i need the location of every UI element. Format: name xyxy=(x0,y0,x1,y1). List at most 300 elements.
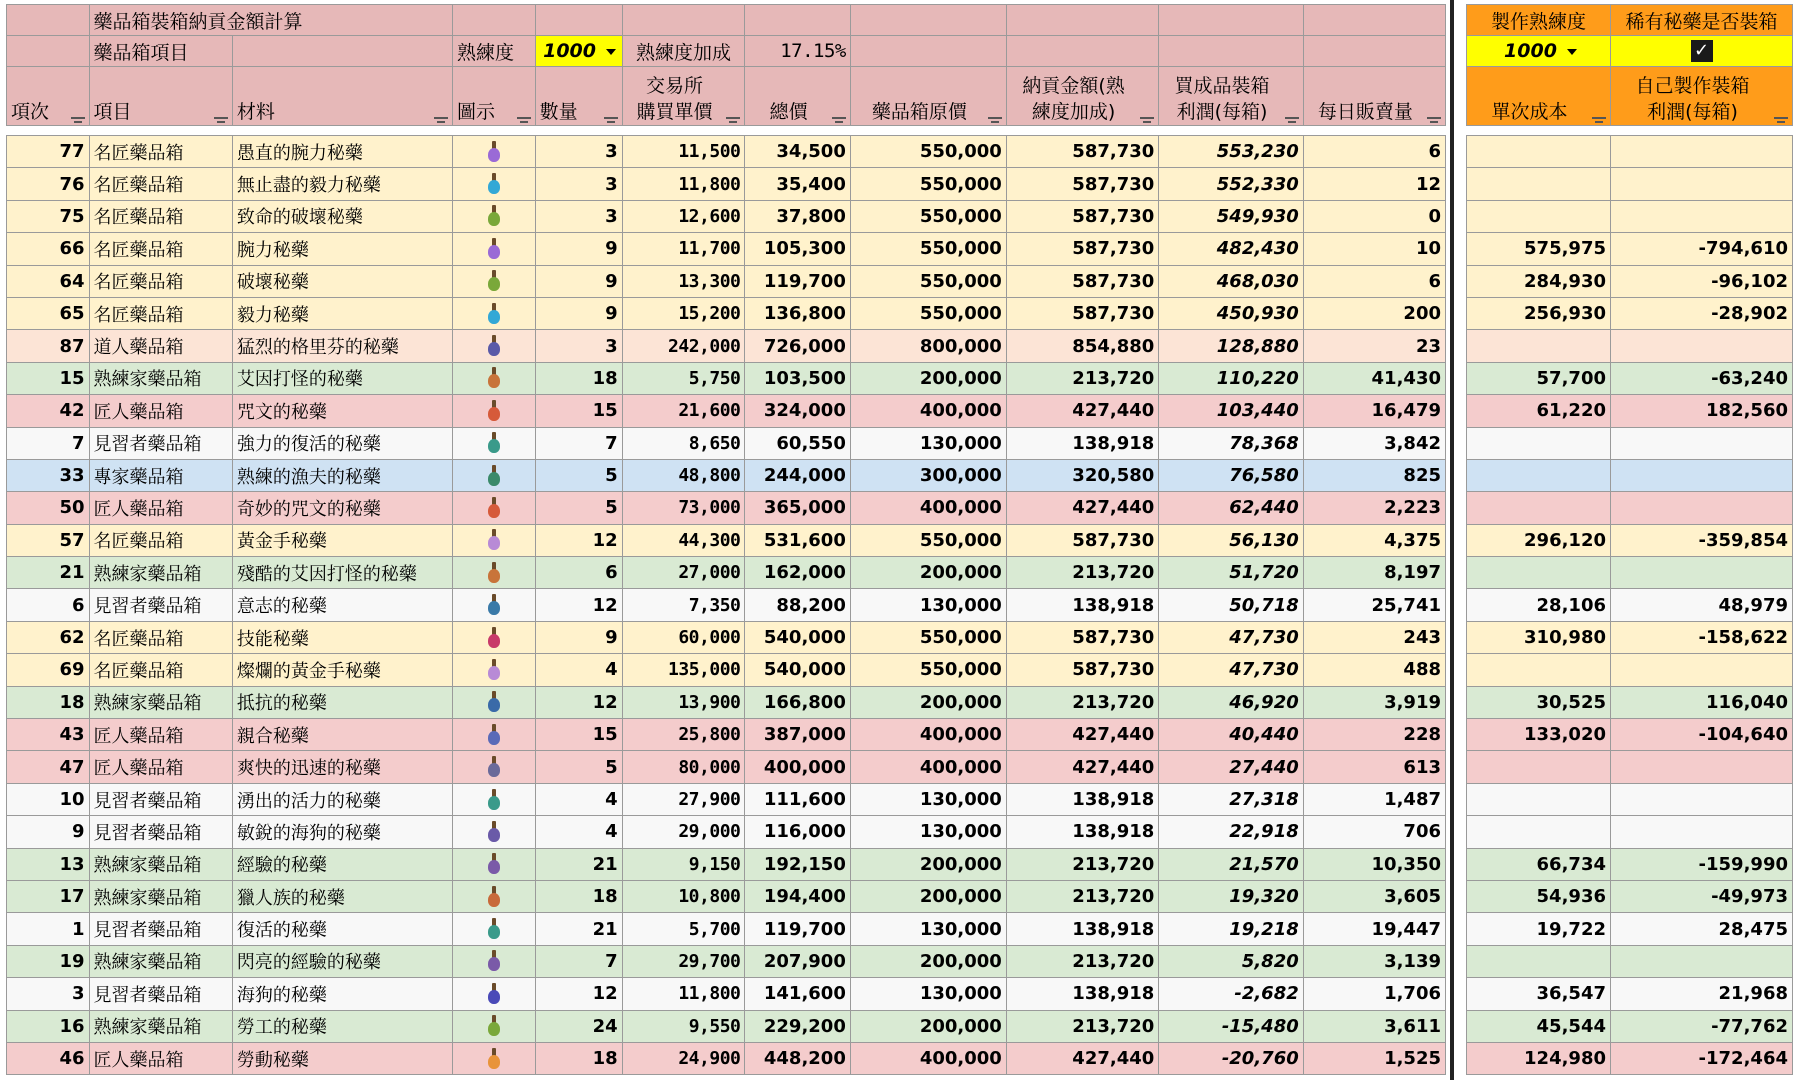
row-unit-price[interactable]: 24,900 xyxy=(622,1042,745,1074)
row-profit[interactable]: 21,570 xyxy=(1159,848,1303,880)
row-total[interactable]: 119,700 xyxy=(745,913,850,945)
row-self-profit[interactable]: -96,102 xyxy=(1611,265,1793,297)
rare-label[interactable]: 稀有秘藥是否裝箱 xyxy=(1611,5,1793,36)
row-total[interactable]: 105,300 xyxy=(745,233,850,265)
row-unit-price[interactable]: 80,000 xyxy=(622,751,745,783)
row-icon[interactable] xyxy=(453,654,536,686)
row-self-profit[interactable] xyxy=(1611,783,1793,815)
row-material[interactable]: 敏銳的海狗的秘藥 xyxy=(232,816,452,848)
row-tribute[interactable]: 320,580 xyxy=(1006,459,1158,491)
row-idx[interactable]: 46 xyxy=(7,1042,90,1074)
row-item[interactable]: 名匠藥品箱 xyxy=(89,654,232,686)
row-icon[interactable] xyxy=(453,816,536,848)
row-item[interactable]: 熟練家藥品箱 xyxy=(89,557,232,589)
row-icon[interactable] xyxy=(453,362,536,394)
row-total[interactable]: 540,000 xyxy=(745,621,850,653)
row-daily-sales[interactable]: 10 xyxy=(1303,233,1445,265)
row-box-price[interactable]: 550,000 xyxy=(850,654,1006,686)
row-icon[interactable] xyxy=(453,589,536,621)
row-daily-sales[interactable]: 2,223 xyxy=(1303,492,1445,524)
row-profit[interactable]: 78,368 xyxy=(1159,427,1303,459)
row-daily-sales[interactable]: 3,605 xyxy=(1303,880,1445,912)
row-material[interactable]: 熟練的漁夫的秘藥 xyxy=(232,459,452,491)
row-unit-cost[interactable] xyxy=(1467,200,1611,232)
row-item[interactable]: 熟練家藥品箱 xyxy=(89,848,232,880)
row-idx[interactable]: 17 xyxy=(7,880,90,912)
row-material[interactable]: 勞動秘藥 xyxy=(232,1042,452,1074)
row-item[interactable]: 熟練家藥品箱 xyxy=(89,362,232,394)
row-idx[interactable]: 65 xyxy=(7,297,90,329)
row-unit-cost[interactable] xyxy=(1467,945,1611,977)
row-daily-sales[interactable]: 706 xyxy=(1303,816,1445,848)
cell[interactable] xyxy=(453,5,536,36)
row-total[interactable]: 726,000 xyxy=(745,330,850,362)
row-tribute[interactable]: 138,918 xyxy=(1006,783,1158,815)
row-unit-price[interactable]: 5,700 xyxy=(622,913,745,945)
row-profit[interactable]: 103,440 xyxy=(1159,395,1303,427)
row-qty[interactable]: 5 xyxy=(535,492,622,524)
row-idx[interactable]: 76 xyxy=(7,168,90,200)
row-self-profit[interactable] xyxy=(1611,816,1793,848)
row-unit-price[interactable]: 11,800 xyxy=(622,168,745,200)
row-idx[interactable]: 1 xyxy=(7,913,90,945)
row-qty[interactable]: 9 xyxy=(535,621,622,653)
row-self-profit[interactable]: -49,973 xyxy=(1611,880,1793,912)
craft-skill-label[interactable]: 製作熟練度 xyxy=(1467,5,1611,36)
row-idx[interactable]: 6 xyxy=(7,589,90,621)
row-idx[interactable]: 18 xyxy=(7,686,90,718)
col-header-icon[interactable] xyxy=(453,67,536,126)
row-daily-sales[interactable]: 243 xyxy=(1303,621,1445,653)
row-unit-cost[interactable]: 124,980 xyxy=(1467,1042,1611,1074)
row-item[interactable]: 匠人藥品箱 xyxy=(89,1042,232,1074)
row-box-price[interactable]: 130,000 xyxy=(850,816,1006,848)
row-unit-price[interactable]: 11,800 xyxy=(622,978,745,1010)
filter-icon[interactable] xyxy=(71,117,85,125)
row-unit-price[interactable]: 12,600 xyxy=(622,200,745,232)
row-unit-price[interactable]: 29,700 xyxy=(622,945,745,977)
row-total[interactable]: 387,000 xyxy=(745,719,850,751)
row-unit-cost[interactable]: 57,700 xyxy=(1467,362,1611,394)
row-idx[interactable]: 50 xyxy=(7,492,90,524)
row-item[interactable]: 名匠藥品箱 xyxy=(89,200,232,232)
row-unit-price[interactable]: 29,000 xyxy=(622,816,745,848)
row-box-price[interactable]: 400,000 xyxy=(850,719,1006,751)
row-material[interactable]: 破壞秘藥 xyxy=(232,265,452,297)
row-tribute[interactable]: 427,440 xyxy=(1006,751,1158,783)
row-self-profit[interactable]: 48,979 xyxy=(1611,589,1793,621)
row-material[interactable]: 毅力秘藥 xyxy=(232,297,452,329)
row-box-price[interactable]: 800,000 xyxy=(850,330,1006,362)
row-daily-sales[interactable]: 613 xyxy=(1303,751,1445,783)
row-unit-price[interactable]: 44,300 xyxy=(622,524,745,556)
filter-icon[interactable] xyxy=(1774,117,1788,125)
row-item[interactable]: 熟練家藥品箱 xyxy=(89,945,232,977)
row-unit-cost[interactable]: 36,547 xyxy=(1467,978,1611,1010)
row-profit[interactable]: 19,320 xyxy=(1159,880,1303,912)
row-qty[interactable]: 5 xyxy=(535,459,622,491)
row-total[interactable]: 88,200 xyxy=(745,589,850,621)
row-self-profit[interactable] xyxy=(1611,136,1793,168)
row-item[interactable]: 匠人藥品箱 xyxy=(89,492,232,524)
row-tribute[interactable]: 427,440 xyxy=(1006,719,1158,751)
row-daily-sales[interactable]: 6 xyxy=(1303,265,1445,297)
col-header-profit[interactable] xyxy=(1159,67,1303,126)
row-box-price[interactable]: 130,000 xyxy=(850,978,1006,1010)
filter-icon[interactable] xyxy=(1427,117,1441,125)
row-material[interactable]: 奇妙的咒文的秘藥 xyxy=(232,492,452,524)
row-idx[interactable]: 10 xyxy=(7,783,90,815)
row-unit-price[interactable]: 7,350 xyxy=(622,589,745,621)
row-profit[interactable]: 128,880 xyxy=(1159,330,1303,362)
row-idx[interactable]: 21 xyxy=(7,557,90,589)
row-item[interactable]: 匠人藥品箱 xyxy=(89,719,232,751)
row-idx[interactable]: 87 xyxy=(7,330,90,362)
row-box-price[interactable]: 130,000 xyxy=(850,589,1006,621)
row-total[interactable]: 324,000 xyxy=(745,395,850,427)
row-unit-price[interactable]: 21,600 xyxy=(622,395,745,427)
filter-icon[interactable] xyxy=(1592,117,1606,125)
row-icon[interactable] xyxy=(453,783,536,815)
row-qty[interactable]: 9 xyxy=(535,297,622,329)
row-total[interactable]: 192,150 xyxy=(745,848,850,880)
row-daily-sales[interactable]: 1,525 xyxy=(1303,1042,1445,1074)
row-material[interactable]: 黃金手秘藥 xyxy=(232,524,452,556)
row-daily-sales[interactable]: 228 xyxy=(1303,719,1445,751)
row-self-profit[interactable]: -794,610 xyxy=(1611,233,1793,265)
row-profit[interactable]: 27,318 xyxy=(1159,783,1303,815)
row-idx[interactable]: 9 xyxy=(7,816,90,848)
row-item[interactable]: 道人藥品箱 xyxy=(89,330,232,362)
row-box-price[interactable]: 200,000 xyxy=(850,880,1006,912)
row-daily-sales[interactable]: 3,611 xyxy=(1303,1010,1445,1042)
row-icon[interactable] xyxy=(453,978,536,1010)
row-material[interactable]: 愚直的腕力秘藥 xyxy=(232,136,452,168)
row-unit-price[interactable]: 11,700 xyxy=(622,233,745,265)
row-material[interactable]: 海狗的秘藥 xyxy=(232,978,452,1010)
row-unit-price[interactable]: 11,500 xyxy=(622,136,745,168)
row-box-price[interactable]: 550,000 xyxy=(850,621,1006,653)
row-idx[interactable]: 15 xyxy=(7,362,90,394)
row-material[interactable]: 抵抗的秘藥 xyxy=(232,686,452,718)
row-profit[interactable]: 40,440 xyxy=(1159,719,1303,751)
row-tribute[interactable]: 427,440 xyxy=(1006,492,1158,524)
row-icon[interactable] xyxy=(453,719,536,751)
row-idx[interactable]: 75 xyxy=(7,200,90,232)
row-self-profit[interactable] xyxy=(1611,751,1793,783)
row-tribute[interactable]: 213,720 xyxy=(1006,848,1158,880)
row-daily-sales[interactable]: 41,430 xyxy=(1303,362,1445,394)
row-unit-price[interactable]: 242,000 xyxy=(622,330,745,362)
row-tribute[interactable]: 854,880 xyxy=(1006,330,1158,362)
row-box-price[interactable]: 550,000 xyxy=(850,200,1006,232)
row-daily-sales[interactable]: 4,375 xyxy=(1303,524,1445,556)
row-qty[interactable]: 3 xyxy=(535,330,622,362)
row-unit-price[interactable]: 5,750 xyxy=(622,362,745,394)
row-unit-cost[interactable]: 575,975 xyxy=(1467,233,1611,265)
col-header-daily-sales[interactable] xyxy=(1303,67,1445,126)
row-idx[interactable]: 13 xyxy=(7,848,90,880)
row-box-price[interactable]: 550,000 xyxy=(850,168,1006,200)
row-self-profit[interactable] xyxy=(1611,330,1793,362)
row-item[interactable]: 名匠藥品箱 xyxy=(89,265,232,297)
row-profit[interactable]: -15,480 xyxy=(1159,1010,1303,1042)
cell[interactable] xyxy=(622,5,745,36)
row-unit-cost[interactable] xyxy=(1467,136,1611,168)
row-qty[interactable]: 18 xyxy=(535,1042,622,1074)
row-idx[interactable]: 7 xyxy=(7,427,90,459)
filter-icon[interactable] xyxy=(988,117,1002,125)
craft-skill-dropdown[interactable] xyxy=(1467,36,1611,67)
row-profit[interactable]: -20,760 xyxy=(1159,1042,1303,1074)
row-tribute[interactable]: 587,730 xyxy=(1006,621,1158,653)
filter-icon[interactable] xyxy=(517,117,531,125)
row-material[interactable]: 湧出的活力的秘藥 xyxy=(232,783,452,815)
row-item[interactable]: 熟練家藥品箱 xyxy=(89,686,232,718)
row-item[interactable]: 見習者藥品箱 xyxy=(89,427,232,459)
row-item[interactable]: 見習者藥品箱 xyxy=(89,783,232,815)
row-unit-price[interactable]: 27,000 xyxy=(622,557,745,589)
row-item[interactable]: 名匠藥品箱 xyxy=(89,233,232,265)
row-icon[interactable] xyxy=(453,524,536,556)
row-daily-sales[interactable]: 19,447 xyxy=(1303,913,1445,945)
row-self-profit[interactable]: -77,762 xyxy=(1611,1010,1793,1042)
row-total[interactable]: 207,900 xyxy=(745,945,850,977)
row-icon[interactable] xyxy=(453,1010,536,1042)
row-qty[interactable]: 24 xyxy=(535,1010,622,1042)
row-unit-cost[interactable] xyxy=(1467,168,1611,200)
row-icon[interactable] xyxy=(453,621,536,653)
row-total[interactable]: 194,400 xyxy=(745,880,850,912)
row-qty[interactable]: 18 xyxy=(535,362,622,394)
row-tribute[interactable]: 138,918 xyxy=(1006,913,1158,945)
cell[interactable] xyxy=(535,5,622,36)
row-tribute[interactable]: 587,730 xyxy=(1006,233,1158,265)
row-total[interactable]: 162,000 xyxy=(745,557,850,589)
row-icon[interactable] xyxy=(453,427,536,459)
row-unit-cost[interactable] xyxy=(1467,816,1611,848)
row-material[interactable]: 腕力秘藥 xyxy=(232,233,452,265)
col-header-total[interactable] xyxy=(745,67,850,126)
row-box-price[interactable]: 400,000 xyxy=(850,751,1006,783)
row-total[interactable]: 136,800 xyxy=(745,297,850,329)
row-tribute[interactable]: 138,918 xyxy=(1006,978,1158,1010)
row-unit-cost[interactable]: 133,020 xyxy=(1467,719,1611,751)
row-daily-sales[interactable]: 3,842 xyxy=(1303,427,1445,459)
row-item[interactable]: 名匠藥品箱 xyxy=(89,136,232,168)
row-profit[interactable]: 56,130 xyxy=(1159,524,1303,556)
row-unit-price[interactable]: 15,200 xyxy=(622,297,745,329)
row-daily-sales[interactable]: 488 xyxy=(1303,654,1445,686)
row-item[interactable]: 匠人藥品箱 xyxy=(89,751,232,783)
row-self-profit[interactable] xyxy=(1611,427,1793,459)
row-box-price[interactable]: 130,000 xyxy=(850,913,1006,945)
cell[interactable] xyxy=(7,5,90,36)
row-box-price[interactable]: 550,000 xyxy=(850,524,1006,556)
row-icon[interactable] xyxy=(453,330,536,362)
row-daily-sales[interactable]: 23 xyxy=(1303,330,1445,362)
row-total[interactable]: 166,800 xyxy=(745,686,850,718)
cell[interactable] xyxy=(850,5,1006,36)
row-self-profit[interactable]: -359,854 xyxy=(1611,524,1793,556)
row-daily-sales[interactable]: 200 xyxy=(1303,297,1445,329)
row-box-price[interactable]: 200,000 xyxy=(850,1010,1006,1042)
row-qty[interactable]: 4 xyxy=(535,783,622,815)
row-material[interactable]: 親合秘藥 xyxy=(232,719,452,751)
row-total[interactable]: 448,200 xyxy=(745,1042,850,1074)
row-total[interactable]: 531,600 xyxy=(745,524,850,556)
col-header-unit-cost[interactable] xyxy=(1467,67,1611,126)
row-tribute[interactable]: 213,720 xyxy=(1006,557,1158,589)
row-idx[interactable]: 69 xyxy=(7,654,90,686)
row-material[interactable]: 猛烈的格里芬的秘藥 xyxy=(232,330,452,362)
row-qty[interactable]: 3 xyxy=(535,200,622,232)
row-box-price[interactable]: 550,000 xyxy=(850,136,1006,168)
row-self-profit[interactable]: 21,968 xyxy=(1611,978,1793,1010)
row-daily-sales[interactable]: 3,139 xyxy=(1303,945,1445,977)
cell[interactable] xyxy=(1303,36,1445,67)
row-qty[interactable]: 7 xyxy=(535,945,622,977)
checkbox-checked-icon[interactable]: ✓ xyxy=(1691,40,1713,62)
row-self-profit[interactable]: 28,475 xyxy=(1611,913,1793,945)
skill-bonus-value[interactable]: 17.15% xyxy=(745,36,850,67)
row-unit-cost[interactable]: 30,525 xyxy=(1467,686,1611,718)
row-box-price[interactable]: 400,000 xyxy=(850,395,1006,427)
col-header-qty[interactable] xyxy=(535,67,622,126)
row-qty[interactable]: 9 xyxy=(535,233,622,265)
row-total[interactable]: 400,000 xyxy=(745,751,850,783)
cell[interactable] xyxy=(232,36,452,67)
row-qty[interactable]: 3 xyxy=(535,168,622,200)
row-tribute[interactable]: 427,440 xyxy=(1006,395,1158,427)
row-qty[interactable]: 12 xyxy=(535,524,622,556)
row-tribute[interactable]: 138,918 xyxy=(1006,589,1158,621)
row-daily-sales[interactable]: 10,350 xyxy=(1303,848,1445,880)
row-idx[interactable]: 16 xyxy=(7,1010,90,1042)
row-unit-price[interactable]: 25,800 xyxy=(622,719,745,751)
row-self-profit[interactable]: -104,640 xyxy=(1611,719,1793,751)
row-unit-price[interactable]: 9,550 xyxy=(622,1010,745,1042)
row-self-profit[interactable] xyxy=(1611,459,1793,491)
row-icon[interactable] xyxy=(453,459,536,491)
row-self-profit[interactable]: -158,622 xyxy=(1611,621,1793,653)
row-material[interactable]: 爽快的迅速的秘藥 xyxy=(232,751,452,783)
row-box-price[interactable]: 200,000 xyxy=(850,945,1006,977)
row-profit[interactable]: 27,440 xyxy=(1159,751,1303,783)
row-tribute[interactable]: 587,730 xyxy=(1006,200,1158,232)
row-tribute[interactable]: 587,730 xyxy=(1006,136,1158,168)
row-unit-cost[interactable]: 19,722 xyxy=(1467,913,1611,945)
row-material[interactable]: 獵人族的秘藥 xyxy=(232,880,452,912)
col-header-tribute[interactable] xyxy=(1006,67,1158,126)
row-material[interactable]: 燦爛的黃金手秘藥 xyxy=(232,654,452,686)
row-unit-cost[interactable]: 256,930 xyxy=(1467,297,1611,329)
filter-icon[interactable] xyxy=(1140,117,1154,125)
row-idx[interactable]: 62 xyxy=(7,621,90,653)
row-item[interactable]: 熟練家藥品箱 xyxy=(89,880,232,912)
row-item[interactable]: 名匠藥品箱 xyxy=(89,524,232,556)
row-profit[interactable]: 47,730 xyxy=(1159,654,1303,686)
row-unit-price[interactable]: 73,000 xyxy=(622,492,745,524)
row-unit-cost[interactable]: 28,106 xyxy=(1467,589,1611,621)
row-total[interactable]: 111,600 xyxy=(745,783,850,815)
col-header-idx[interactable] xyxy=(7,67,90,126)
row-profit[interactable]: 50,718 xyxy=(1159,589,1303,621)
row-material[interactable]: 技能秘藥 xyxy=(232,621,452,653)
row-self-profit[interactable] xyxy=(1611,654,1793,686)
row-icon[interactable] xyxy=(453,395,536,427)
sheet-title[interactable]: 藥品箱裝箱納貢金額計算 xyxy=(89,5,452,36)
row-idx[interactable]: 42 xyxy=(7,395,90,427)
row-icon[interactable] xyxy=(453,200,536,232)
row-icon[interactable] xyxy=(453,136,536,168)
filter-icon[interactable] xyxy=(832,117,846,125)
row-qty[interactable]: 15 xyxy=(535,395,622,427)
row-daily-sales[interactable]: 8,197 xyxy=(1303,557,1445,589)
row-qty[interactable]: 5 xyxy=(535,751,622,783)
row-idx[interactable]: 43 xyxy=(7,719,90,751)
item-label[interactable]: 藥品箱項目 xyxy=(89,36,232,67)
row-self-profit[interactable]: -159,990 xyxy=(1611,848,1793,880)
row-profit[interactable]: 450,930 xyxy=(1159,297,1303,329)
row-self-profit[interactable]: 182,560 xyxy=(1611,395,1793,427)
row-tribute[interactable]: 427,440 xyxy=(1006,1042,1158,1074)
row-tribute[interactable]: 213,720 xyxy=(1006,362,1158,394)
row-unit-price[interactable]: 135,000 xyxy=(622,654,745,686)
row-material[interactable]: 閃亮的經驗的秘藥 xyxy=(232,945,452,977)
row-icon[interactable] xyxy=(453,751,536,783)
row-daily-sales[interactable]: 16,479 xyxy=(1303,395,1445,427)
row-daily-sales[interactable]: 12 xyxy=(1303,168,1445,200)
row-icon[interactable] xyxy=(453,880,536,912)
row-total[interactable]: 244,000 xyxy=(745,459,850,491)
row-unit-cost[interactable] xyxy=(1467,492,1611,524)
row-total[interactable]: 119,700 xyxy=(745,265,850,297)
row-item[interactable]: 熟練家藥品箱 xyxy=(89,1010,232,1042)
row-box-price[interactable]: 200,000 xyxy=(850,686,1006,718)
row-item[interactable]: 名匠藥品箱 xyxy=(89,168,232,200)
row-box-price[interactable]: 550,000 xyxy=(850,297,1006,329)
row-qty[interactable]: 9 xyxy=(535,265,622,297)
row-profit[interactable]: 553,230 xyxy=(1159,136,1303,168)
row-qty[interactable]: 18 xyxy=(535,880,622,912)
row-material[interactable]: 致命的破壞秘藥 xyxy=(232,200,452,232)
row-total[interactable]: 116,000 xyxy=(745,816,850,848)
row-icon[interactable] xyxy=(453,168,536,200)
filter-icon[interactable] xyxy=(434,117,448,125)
row-total[interactable]: 540,000 xyxy=(745,654,850,686)
rare-checkbox-cell[interactable] xyxy=(1611,36,1793,67)
row-material[interactable]: 意志的秘藥 xyxy=(232,589,452,621)
row-profit[interactable]: -2,682 xyxy=(1159,978,1303,1010)
row-box-price[interactable]: 300,000 xyxy=(850,459,1006,491)
row-box-price[interactable]: 200,000 xyxy=(850,362,1006,394)
cell[interactable] xyxy=(7,36,90,67)
row-icon[interactable] xyxy=(453,848,536,880)
row-total[interactable]: 103,500 xyxy=(745,362,850,394)
row-total[interactable]: 365,000 xyxy=(745,492,850,524)
cell[interactable] xyxy=(1006,5,1158,36)
row-qty[interactable]: 12 xyxy=(535,686,622,718)
row-item[interactable]: 匠人藥品箱 xyxy=(89,395,232,427)
row-unit-cost[interactable]: 296,120 xyxy=(1467,524,1611,556)
row-idx[interactable]: 77 xyxy=(7,136,90,168)
skill-bonus-label[interactable]: 熟練度加成 xyxy=(622,36,745,67)
cell[interactable] xyxy=(1006,36,1158,67)
row-unit-cost[interactable] xyxy=(1467,783,1611,815)
row-qty[interactable]: 4 xyxy=(535,654,622,686)
row-idx[interactable]: 19 xyxy=(7,945,90,977)
